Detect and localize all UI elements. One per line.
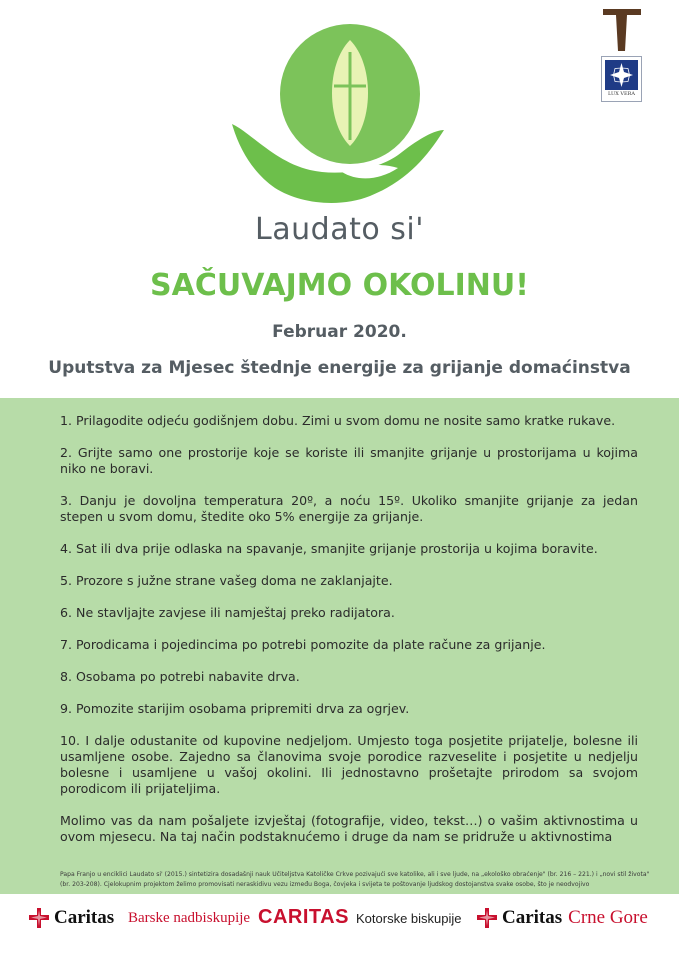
page-title: SAČUVAJMO OKOLINU! (150, 268, 529, 303)
list-item: 2. Grijte samo one prostorije koje se koriste ili smanjite grijanje u prostorijama u kojima niko ne boravi. (60, 445, 638, 476)
hand-holding-leaf-icon (230, 12, 460, 217)
closing-paragraph: Molimo vas da nam pošaljete izvještaj (fotografije, video, tekst…) o vašim aktivnostima u ovom mjesecu. Na taj način podstaknućemo i druge da nam se pridruže u aktivnostima (60, 813, 638, 844)
header-area (0, 0, 679, 398)
caritas-logo-3 (476, 906, 648, 930)
list-item: 9. Pomozite starijim osobama pripremiti drva za ogrjev. (60, 701, 410, 716)
lux-vera-label: LUX VERA (607, 91, 636, 97)
brand-name: Laudato si' (255, 212, 424, 247)
list-item: 3. Danju je dovoljna temperatura 20º, a noću 15º. Ukoliko smanjite grijanje za jedan stepen u svom domu, štedite oko 5% energije za grijanje. (60, 493, 638, 524)
list-item: 4. Sat ili dva prije odlaska na spavanje, smanjite grijanje prostorija u kojima boravite. (60, 541, 598, 556)
caritas-wordmark: Caritas (502, 907, 563, 928)
lux-vera-logo (601, 56, 642, 102)
instructions-list (60, 413, 638, 845)
lux-vera-star-icon (605, 60, 638, 90)
caritas-wordmark: Caritas (54, 907, 115, 928)
barske-label: Barske nadbiskupije (128, 910, 251, 926)
list-item: 6. Ne stavljajte zavjese ili namještaj preko radijatora. (60, 605, 395, 620)
caritas-logo-1 (28, 906, 114, 930)
tau-cross-icon (602, 6, 642, 52)
kotorske-label: Kotorske biskupije (356, 911, 462, 926)
list-item: 7. Porodicama i pojedincima po potrebi pomozite da plate račune za grijanje. (60, 637, 546, 652)
caritas-cross-icon (476, 907, 498, 929)
list-item: 8. Osobama po potrebi nabavite drva. (60, 669, 300, 684)
footnote: Papa Franjo u enciklici Laudato si' (2015.) sintetizira dosadašnji nauk Učiteljstva Katoličke Crkve pozivajući sve katolike, ali i sve ljude, na „ekološko obraćenje" (br. 216 – 221.) i „novi stil života" (br. 203-208). Cjelokupnim projektom želimo promovisati neraskidivu vezu između Boga, čovjeka i svijeta te poštovanje ljudskog dostojanstva svake osobe, što je neodvojivo (60, 871, 650, 888)
list-item: 5. Prozore s južne strane vašeg doma ne zaklanjajte. (60, 573, 393, 588)
month-heading: Februar 2020. (272, 322, 407, 342)
crna-gora-label: Crne Gore (568, 907, 648, 928)
caritas-cross-icon (28, 907, 50, 929)
subtitle-heading: Uputstva za Mjesec štednje energije za grijanje domaćinstva (48, 358, 631, 378)
list-item: 1. Prilagodite odjeću godišnjem dobu. Zimi u svom domu ne nosite samo kratke rukave. (60, 413, 616, 428)
caritas-kotor-wordmark: CARITAS (258, 906, 349, 928)
list-item: 10. I dalje odustanite od kupovine nedjeljom. Umjesto toga posjetite prijatelje, bolesne ili usamljene osobe. Zajedno sa članovima svoje porodice razveselite i posjetite u nedjelju bolesne i usamljene u vašoj okolini. Ili jednostavno prošetajte prirodom sa svojom porodicom ili prijateljima. (60, 733, 638, 796)
